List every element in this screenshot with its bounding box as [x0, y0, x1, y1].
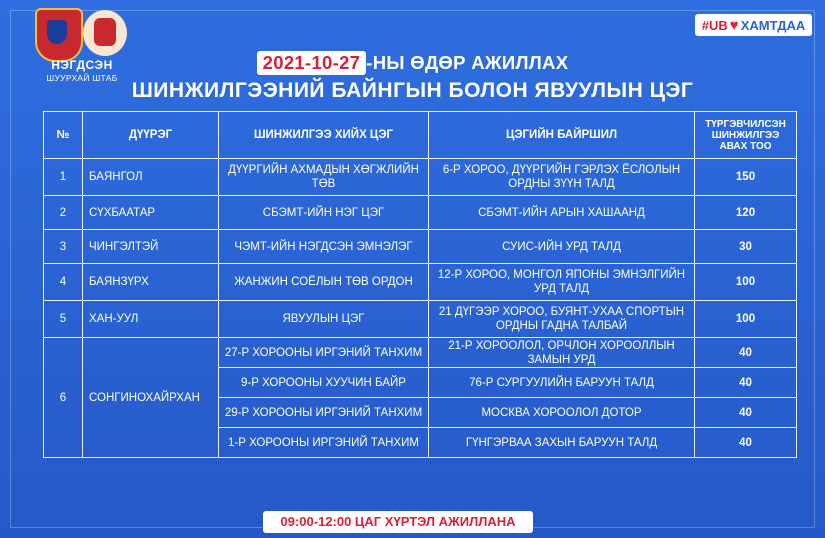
row-district: ЧИНГЭЛТЭЙ	[83, 230, 219, 264]
page-title: ШИНЖИЛГЭЭНИЙ БАЙНГЫН БОЛОН ЯВУУЛЫН ЦЭГ	[131, 79, 694, 102]
row-location: 6-Р ХОРОО, ДҮҮРГИЙН ГЭРЛЭХ ЁСЛОЛЫН ОРДНЫ ЗҮҮН ТАЛД	[429, 159, 695, 196]
row-location: 21 ДҮГЭЭР ХОРОО, БУЯНТ-УХАА СПОРТЫН ОРДНЫ ГАДНА ТАЛБАЙ	[429, 301, 695, 338]
row-number: 3	[44, 230, 83, 264]
row-quantity: 100	[695, 264, 797, 301]
table-header-row	[44, 112, 797, 159]
header-district: ДҮҮРЭГ	[83, 112, 219, 159]
row-district: БАЯНГОЛ	[83, 159, 219, 196]
row-quantity: 100	[695, 301, 797, 338]
row-site: СБЭМТ-ИЙН НЭГ ЦЭГ	[219, 196, 429, 230]
header-line-1-suffix: -НЫ ӨДӨР АЖИЛЛАХ	[366, 52, 569, 73]
row-site: 1-Р ХОРООНЫ ИРГЭНИЙ ТАНХИМ	[219, 428, 429, 458]
row-location: 76-Р СУРГУУЛИЙН БАРУУН ТАЛД	[429, 368, 695, 398]
row-district: БАЯНЗҮРХ	[83, 264, 219, 301]
header-quantity: ТҮРГЭВЧИЛСЭН ШИНЖИЛГЭЭ АВАХ ТОО	[695, 112, 797, 159]
header-site: ШИНЖИЛГЭЭ ХИЙХ ЦЭГ	[219, 112, 429, 159]
testing-sites-table	[43, 111, 797, 458]
row-site: 27-Р ХОРООНЫ ИРГЭНИЙ ТАНХИМ	[219, 338, 429, 368]
row-district: ХАН-УУЛ	[83, 301, 219, 338]
hashtag-text: ХАМТДАА	[740, 17, 806, 33]
row-number: 2	[44, 196, 83, 230]
row-quantity: 120	[695, 196, 797, 230]
row-number: 5	[44, 301, 83, 338]
row-site: 29-Р ХОРООНЫ ИРГЭНИЙ ТАНХИМ	[219, 398, 429, 428]
row-number: 4	[44, 264, 83, 301]
table-row	[44, 230, 797, 264]
row-site: ЧЭМТ-ИЙН НЭГДСЭН ЭМНЭЛЭГ	[219, 230, 429, 264]
row-quantity: 30	[695, 230, 797, 264]
header-number: №	[44, 112, 83, 159]
row-site: ЯВУУЛЫН ЦЭГ	[219, 301, 429, 338]
row-quantity: 40	[695, 398, 797, 428]
table-row	[44, 338, 797, 368]
row-site: ДҮҮРГИЙН АХМАДЫН ХӨГЖЛИЙН ТӨВ	[219, 159, 429, 196]
row-location: СБЭМТ-ИЙН АРЫН ХАШААНД	[429, 196, 695, 230]
table-row	[44, 159, 797, 196]
header-location: ЦЭГИЙН БАЙРШИЛ	[429, 112, 695, 159]
header-line-1	[0, 50, 825, 76]
row-district: СОНГИНОХАЙРХАН	[83, 338, 219, 458]
hashtag-badge	[695, 14, 812, 36]
row-quantity: 40	[695, 368, 797, 398]
logo-title: НЭГДСЭН	[51, 58, 113, 72]
row-number: 6	[44, 338, 83, 458]
logo-subtitle: ШУУРХАЙ ШТАБ	[46, 73, 118, 83]
row-quantity: 40	[695, 428, 797, 458]
table-row	[44, 264, 797, 301]
row-quantity: 150	[695, 159, 797, 196]
hashtag-prefix: #UB	[701, 17, 728, 33]
row-location: СУИС-ИЙН УРД ТАЛД	[429, 230, 695, 264]
row-district: СҮХБААТАР	[83, 196, 219, 230]
row-location: ГҮНГЭРВАА ЗАХЫН БАРУУН ТАЛД	[429, 428, 695, 458]
row-site: 9-Р ХОРООНЫ ХУУЧИН БАЙР	[219, 368, 429, 398]
table-row	[44, 301, 797, 338]
row-site: ЖАНЖИН СОЁЛЫН ТӨВ ОРДОН	[219, 264, 429, 301]
row-quantity: 40	[695, 338, 797, 368]
hours-banner: 09:00-12:00 ЦАГ ХҮРТЭЛ АЖИЛЛАНА	[263, 511, 533, 533]
row-location: 21-Р ХОРООЛОЛ, ОРЧЛОН ХОРООЛЛЫН ЗАМЫН УРД	[429, 338, 695, 368]
table-row	[44, 196, 797, 230]
row-number: 1	[44, 159, 83, 196]
row-location: МОСКВА ХОРООЛОЛ ДОТОР	[429, 398, 695, 428]
heart-icon: ♥	[729, 16, 739, 34]
row-location: 12-Р ХОРОО, МОНГОЛ ЯПОНЫ ЭМНЭЛГИЙН УРД ТАЛД	[429, 264, 695, 301]
date-highlight: 2021-10-27	[257, 51, 367, 75]
